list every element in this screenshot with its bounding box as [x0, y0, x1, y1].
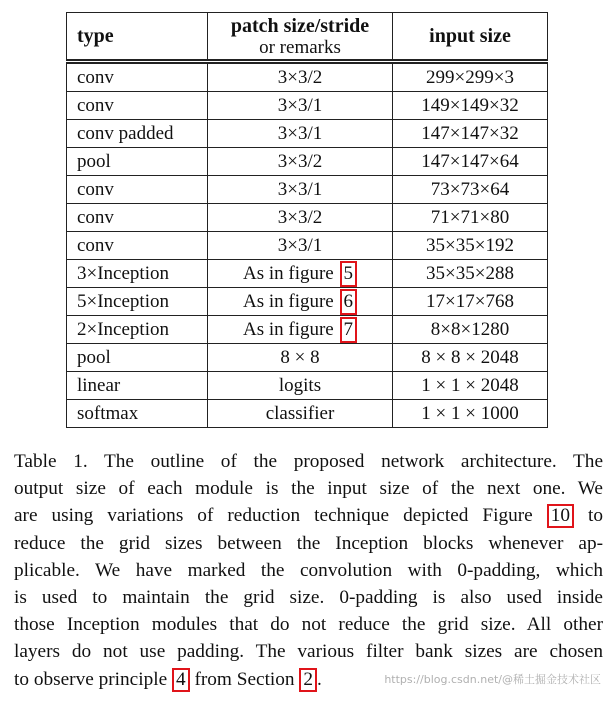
cell-type: conv — [67, 62, 208, 92]
cell-patch — [208, 260, 393, 288]
header-patch-sub: or remarks — [259, 36, 341, 58]
cell-patch — [208, 176, 393, 204]
cell-patch — [208, 204, 393, 232]
table-row — [67, 92, 548, 120]
table-row — [67, 288, 548, 316]
table-row — [67, 62, 548, 92]
table-row — [67, 204, 548, 232]
figure-link[interactable]: 6 — [340, 289, 358, 315]
caption-line — [14, 502, 603, 529]
watermark: https://blog.csdn.net/@稀土掘金技术社区 — [384, 673, 601, 686]
caption-line: Table 1. The outline of the proposed network architecture. The — [14, 451, 603, 472]
cell-patch-text: logits — [278, 375, 322, 396]
cell-input: 35×35×288 — [393, 260, 548, 288]
cell-patch-text: 3×3/1 — [277, 95, 323, 116]
cell-type: 3×Inception — [67, 260, 208, 288]
cell-type: conv — [67, 204, 208, 232]
table-row — [67, 176, 548, 204]
cell-patch — [208, 400, 393, 428]
cell-patch-text: As in figure — [242, 318, 334, 340]
figure-link[interactable]: 7 — [340, 317, 358, 343]
cell-type: conv — [67, 176, 208, 204]
caption-text: . — [317, 668, 322, 690]
table-row — [67, 148, 548, 176]
principle-link[interactable]: 4 — [172, 668, 190, 692]
cell-patch — [208, 92, 393, 120]
cell-patch-text: 3×3/2 — [277, 207, 323, 228]
caption-line: reduce the grid sizes between the Inception blocks whenever ap- — [14, 532, 603, 554]
cell-input: 17×17×768 — [393, 288, 548, 316]
cell-input: 147×147×32 — [393, 120, 548, 148]
table-row — [67, 316, 548, 344]
caption-text: from Section — [194, 668, 295, 690]
architecture-table — [66, 12, 548, 428]
table-header-row — [67, 13, 548, 62]
table-row — [67, 120, 548, 148]
header-input: input size — [393, 13, 548, 62]
cell-patch-text: 3×3/1 — [277, 235, 323, 256]
figure-link[interactable]: 10 — [547, 504, 574, 528]
cell-type: 5×Inception — [67, 288, 208, 316]
cell-patch-text: classifier — [265, 403, 335, 424]
cell-patch-text: 3×3/1 — [277, 123, 323, 144]
table-caption — [14, 448, 603, 693]
cell-patch-text: As in figure — [242, 290, 334, 312]
cell-patch — [208, 288, 393, 316]
cell-patch-text: 3×3/2 — [277, 151, 323, 172]
cell-input: 35×35×192 — [393, 232, 548, 260]
cell-input: 1 × 1 × 1000 — [393, 400, 548, 428]
cell-type: conv padded — [67, 120, 208, 148]
cell-patch-text: 8 × 8 — [280, 347, 320, 368]
cell-type: pool — [67, 344, 208, 372]
table-row — [67, 344, 548, 372]
cell-type: 2×Inception — [67, 316, 208, 344]
cell-patch — [208, 372, 393, 400]
cell-type: conv — [67, 92, 208, 120]
cell-patch — [208, 316, 393, 344]
cell-type: linear — [67, 372, 208, 400]
cell-patch — [208, 232, 393, 260]
cell-type: conv — [67, 232, 208, 260]
section-link[interactable]: 2 — [299, 668, 317, 692]
cell-input: 149×149×32 — [393, 92, 548, 120]
cell-type: pool — [67, 148, 208, 176]
table-body — [67, 62, 548, 428]
caption-line: those Inception modules that do not reduce the grid size. All other — [14, 614, 603, 636]
table-row — [67, 372, 548, 400]
table-row — [67, 232, 548, 260]
cell-patch — [208, 148, 393, 176]
cell-input: 299×299×3 — [393, 62, 548, 92]
cell-patch — [208, 62, 393, 92]
cell-type: softmax — [67, 400, 208, 428]
table-row — [67, 260, 548, 288]
cell-input: 71×71×80 — [393, 204, 548, 232]
caption-line: is used to maintain the grid size. 0-padding is also used inside — [14, 587, 603, 609]
cell-input: 1 × 1 × 2048 — [393, 372, 548, 400]
figure-link[interactable]: 5 — [340, 261, 358, 287]
header-type: type — [67, 13, 208, 62]
header-patch-label: patch size/stride — [230, 14, 370, 37]
cell-patch — [208, 344, 393, 372]
cell-input: 8 × 8 × 2048 — [393, 344, 548, 372]
caption-line: output size of each module is the input size of the next one. We — [14, 478, 603, 500]
cell-patch-text: 3×3/1 — [277, 179, 323, 200]
cell-patch-text: 3×3/2 — [277, 67, 323, 88]
cell-patch-text: As in figure — [242, 262, 334, 284]
caption-text: to — [588, 505, 604, 527]
cell-input: 73×73×64 — [393, 176, 548, 204]
caption-line: plicable. We have marked the convolution with 0-padding, which — [14, 559, 603, 581]
cell-input: 8×8×1280 — [393, 316, 548, 344]
caption-text: to observe principle — [14, 668, 168, 690]
caption-line: layers do not use padding. The various filter bank sizes are chosen — [14, 641, 603, 663]
cell-patch — [208, 120, 393, 148]
table-row — [67, 400, 548, 428]
cell-input: 147×147×64 — [393, 148, 548, 176]
caption-text: are using variations of reduction technique depicted Figure — [14, 505, 533, 527]
header-patch — [208, 13, 393, 62]
